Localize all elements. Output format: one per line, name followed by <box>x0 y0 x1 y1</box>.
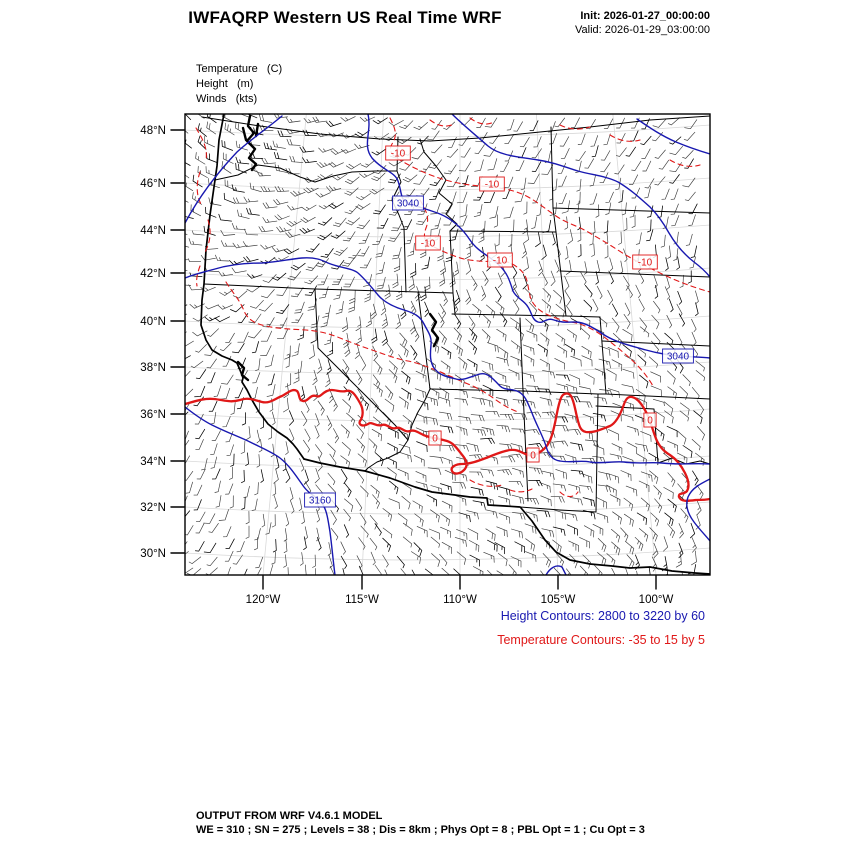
temperature-contour-info: Temperature Contours: -35 to 15 by 5 <box>497 633 705 647</box>
lat-tick-label: 34°N <box>140 456 166 468</box>
height-contour-label: 3160 <box>308 495 332 507</box>
graticule-layer <box>185 114 710 575</box>
valid-timestamp: Valid: 2026-01-29_03:00:00 <box>575 24 710 36</box>
legend-height: Height (m) <box>196 78 254 90</box>
temperature-contour-label: -10 <box>390 148 406 160</box>
temperature-contour-label: 0 <box>432 433 438 445</box>
lat-tick-label: 44°N <box>140 225 166 237</box>
height-contour-label: 3040 <box>666 351 690 363</box>
lat-tick-label: 42°N <box>140 268 166 280</box>
lat-tick-label: 30°N <box>140 548 166 560</box>
lon-tick-label: 110°W <box>443 594 477 606</box>
temperature-contour-label: -10 <box>492 255 508 267</box>
temperature-contour-label: -10 <box>420 238 436 250</box>
lat-tick-label: 32°N <box>140 502 166 514</box>
lon-tick-label: 115°W <box>345 594 379 606</box>
legend-winds: Winds (kts) <box>196 93 258 105</box>
height-contour-label: 3040 <box>396 198 420 210</box>
lat-tick-label: 36°N <box>140 409 166 421</box>
lat-tick-label: 40°N <box>140 316 166 328</box>
init-timestamp: Init: 2026-01-27_00:00:00 <box>580 10 710 22</box>
model-output-line: OUTPUT FROM WRF V4.6.1 MODEL <box>196 810 383 822</box>
lon-tick-label: 105°W <box>540 594 576 606</box>
temperature-contour-label: -10 <box>637 257 653 269</box>
page-title: IWFAQRP Western US Real Time WRF <box>188 8 502 27</box>
legend-temperature: Temperature (C) <box>196 63 283 75</box>
temperature-contour-label: 0 <box>647 415 653 427</box>
height-contour-info: Height Contours: 2800 to 3220 by 60 <box>500 609 705 623</box>
lon-tick-label: 100°W <box>638 594 674 606</box>
model-config-line: WE = 310 ; SN = 275 ; Levels = 38 ; Dis = 8km ; Phys Opt = 8 ; PBL Opt = 1 ; Cu Opt = 3 <box>196 824 645 836</box>
lat-tick-label: 38°N <box>140 362 166 374</box>
lon-tick-label: 120°W <box>245 594 281 606</box>
temperature-contour-label: -10 <box>484 179 500 191</box>
lat-tick-label: 46°N <box>140 178 166 190</box>
lat-tick-label: 48°N <box>140 125 166 137</box>
temperature-contour-label: 0 <box>530 450 536 462</box>
